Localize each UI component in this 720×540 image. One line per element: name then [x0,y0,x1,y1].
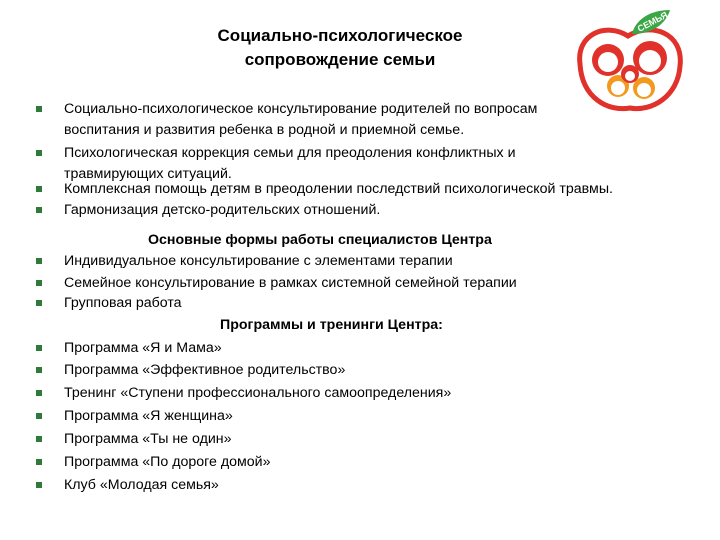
bullet-icon [36,367,42,373]
service-item: Социально-психологическое консультирование родителей по вопросам воспитания и развития ребенка в родной и приемной семье. [64,101,538,138]
bullet-icon [36,150,42,156]
bullet-icon [36,459,42,465]
forms-item: Семейное консультирование в рамках системной семейной терапии [64,275,517,291]
bullet-icon [36,413,42,419]
bullet-icon [36,186,42,192]
bullet-icon [36,207,42,213]
forms-item: Групповая работа [64,295,182,311]
service-item: Психологическая коррекция семьи для преодоления конфликтных и травмирующих ситуаций. [64,145,516,182]
programs-heading: Программы и тренинги Центра: [220,317,443,333]
forms-heading: Основные формы работы специалистов Центра [148,232,492,248]
bullet-icon [36,436,42,442]
program-item: Программа «Я и Мама» [64,340,222,356]
bullet-icon [36,258,42,264]
bullet-icon [36,390,42,396]
logo-text: СЕМЬЯ [635,9,670,34]
bullet-icon [36,300,42,306]
program-item: Программа «Ты не один» [64,431,232,447]
service-item: Гармонизация детско-родительских отношений. [64,202,381,218]
bullet-icon [36,106,42,112]
program-item: Программа «Эффективное родительство» [64,362,346,378]
title-line-1: Социально-психологическое [217,26,463,45]
family-apple-logo-icon [566,4,696,114]
program-item: Программа «По дороге домой» [64,454,271,470]
bullet-icon [36,482,42,488]
forms-item: Индивидуальное консультирование с элементами терапии [64,253,453,269]
program-item: Тренинг «Ступени профессионального самоопределения» [64,385,452,401]
bullet-icon [36,280,42,286]
program-item: Программа «Я женщина» [64,408,233,424]
title-line-2: сопровождение семьи [244,50,436,69]
program-item: Клуб «Молодая семья» [64,477,219,493]
bullet-icon [36,345,42,351]
service-item: Комплексная помощь детям в преодолении последствий психологической травмы. [64,181,613,197]
page-title [170,24,510,72]
